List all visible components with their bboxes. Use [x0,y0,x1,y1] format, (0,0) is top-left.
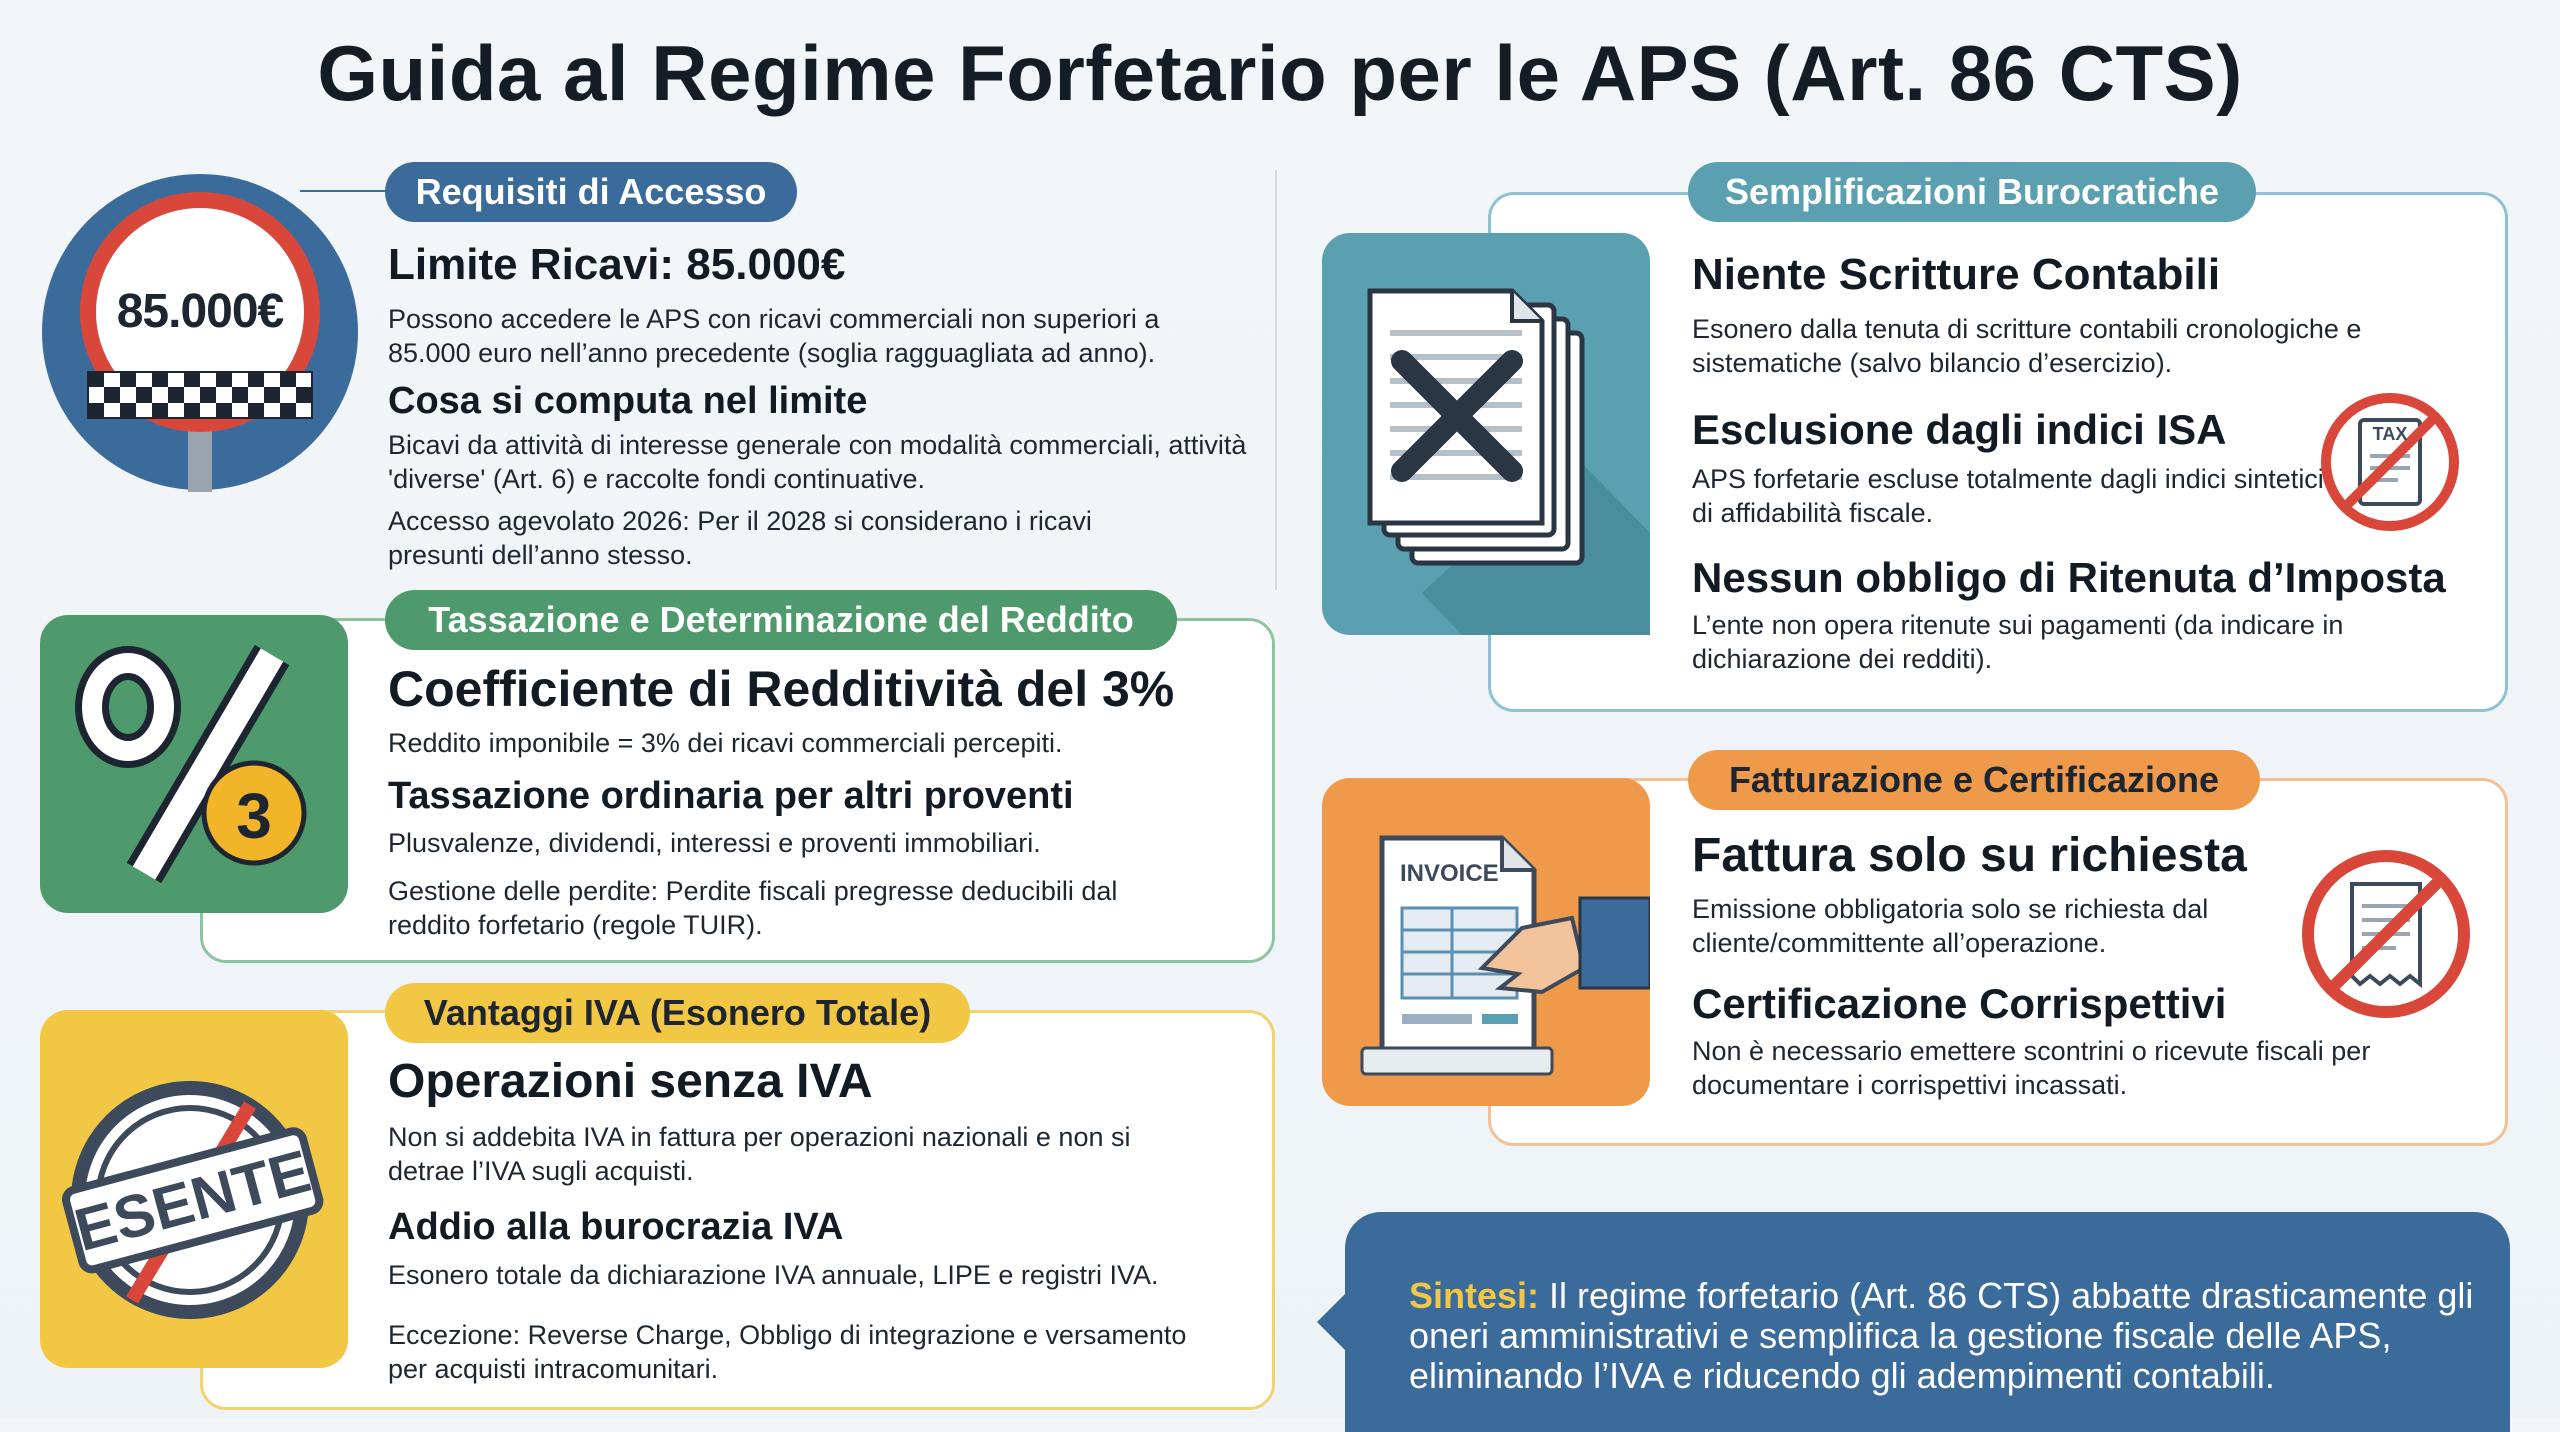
sign-value: 85.000€ [116,285,284,338]
no-receipt-icon [2300,848,2472,1020]
iva-text-2: Esonero totale da dichiarazione IVA annuale, LIPE e registri IVA. [388,1260,1159,1290]
requisiti-text-2: Bicavi da attività di interesse generale con modalità commerciali, attività 'diverse' (Art. 6) e raccolte fondi continuative. [388,430,1247,494]
semplificazioni-text-3: L’ente non opera ritenute sui pagamenti (da indicare in dichiarazione dei redditi). [1692,610,2344,674]
iva-icon-box [40,1010,348,1368]
requisiti-heading-2: Cosa si computa nel limite [388,380,868,422]
semplificazioni-icon-box [1322,233,1650,635]
requisiti-pill: Requisiti di Accesso [385,162,797,222]
fatturazione-heading-2: Certificazione Corrispettivi [1692,980,2227,1027]
invoice-hand-icon [1322,778,1650,1106]
invoice-label: INVOICE [1400,860,1499,887]
sintesi-notch [1317,1292,1347,1352]
requisiti-text-3: Accesso agevolato 2026: Per il 2028 si considerano i ricavi presunti dell’anno stesso. [388,506,1092,570]
page-title: Guida al Regime Forfetario per le APS (Art. 86 CTS) [317,29,2243,117]
sintesi-text: Il regime forfetario (Art. 86 CTS) abbatte drasticamente gli oneri amministrativi e semplifica la gestione fiscale delle APS, eliminando l’IVA e riducendo gli adempimenti contabili. [1409,1275,2474,1396]
tassazione-text-2: Plusvalenze, dividendi, interessi e proventi immobiliari. [388,828,1041,858]
semplificazioni-text-1: Esonero dalla tenuta di scritture contabili cronologiche e sistematiche (salvo bilancio d’esercizio). [1692,314,2362,378]
fatturazione-pill: Fatturazione e Certificazione [1688,750,2260,810]
sintesi-text-block [1409,1276,2489,1396]
requisiti-heading-1: Limite Ricavi: 85.000€ [388,240,846,289]
tassazione-text-1: Reddito imponibile = 3% dei ricavi commerciali percepiti. [388,728,1063,758]
semplificazioni-heading-2: Esclusione dagli indici ISA [1692,406,2227,453]
semplificazioni-pill: Semplificazioni Burocratiche [1688,162,2256,222]
semplificazioni-text-2: APS forfetarie escluse totalmente dagli indici sintetici di affidabilità fiscale. [1692,464,2324,528]
iva-heading-1: Operazioni senza IVA [388,1055,873,1108]
sintesi-label: Sintesi: [1409,1275,1540,1316]
tassazione-icon-box [40,615,348,913]
no-tax-icon [2318,390,2462,534]
column-divider [1275,170,1277,590]
iva-text-1: Non si addebita IVA in fattura per operazioni nazionali e non si detrae l’IVA sugli acquisti. [388,1122,1131,1186]
percent-badge-value: 3 [236,780,272,852]
fatturazione-text-1: Emissione obbligatoria solo se richiesta dal cliente/committente all’operazione. [1692,894,2209,958]
requisiti-text-1: Possono accedere le APS con ricavi commerciali non superiori a 85.000 euro nell’anno precedente (soglia ragguagliata ad anno). [388,304,1160,368]
semplificazioni-heading-1: Niente Scritture Contabili [1692,250,2221,299]
iva-text-3: Eccezione: Reverse Charge, Obbligo di integrazione e versamento per acquisti intracomunitari. [388,1320,1187,1384]
tassazione-heading-1: Coefficiente di Redditività del 3% [388,661,1175,717]
fatturazione-icon-box [1322,778,1650,1106]
speed-limit-sign-icon [40,172,360,492]
iva-pill: Vantaggi IVA (Esonero Totale) [385,983,970,1043]
sintesi-banner [1345,1212,2510,1432]
tassazione-pill: Tassazione e Determinazione del Reddito [385,590,1177,650]
percent-icon [40,615,348,913]
iva-heading-2: Addio alla burocrazia IVA [388,1206,844,1248]
fatturazione-text-2: Non è necessario emettere scontrini o ricevute fiscali per documentare i corrispettivi incassati. [1692,1036,2371,1100]
fatturazione-heading-1: Fattura solo su richiesta [1692,829,2247,882]
tax-label: TAX [2372,424,2408,444]
no-documents-icon [1322,233,1650,635]
semplificazioni-heading-3: Nessun obbligo di Ritenuta d’Imposta [1692,554,2446,601]
tassazione-text-3: Gestione delle perdite: Perdite fiscali pregresse deducibili dal reddito forfetario (regole TUIR). [388,876,1118,940]
esente-stamp-text: ESENTE [67,1137,318,1264]
tassazione-heading-2: Tassazione ordinaria per altri proventi [388,775,1074,817]
